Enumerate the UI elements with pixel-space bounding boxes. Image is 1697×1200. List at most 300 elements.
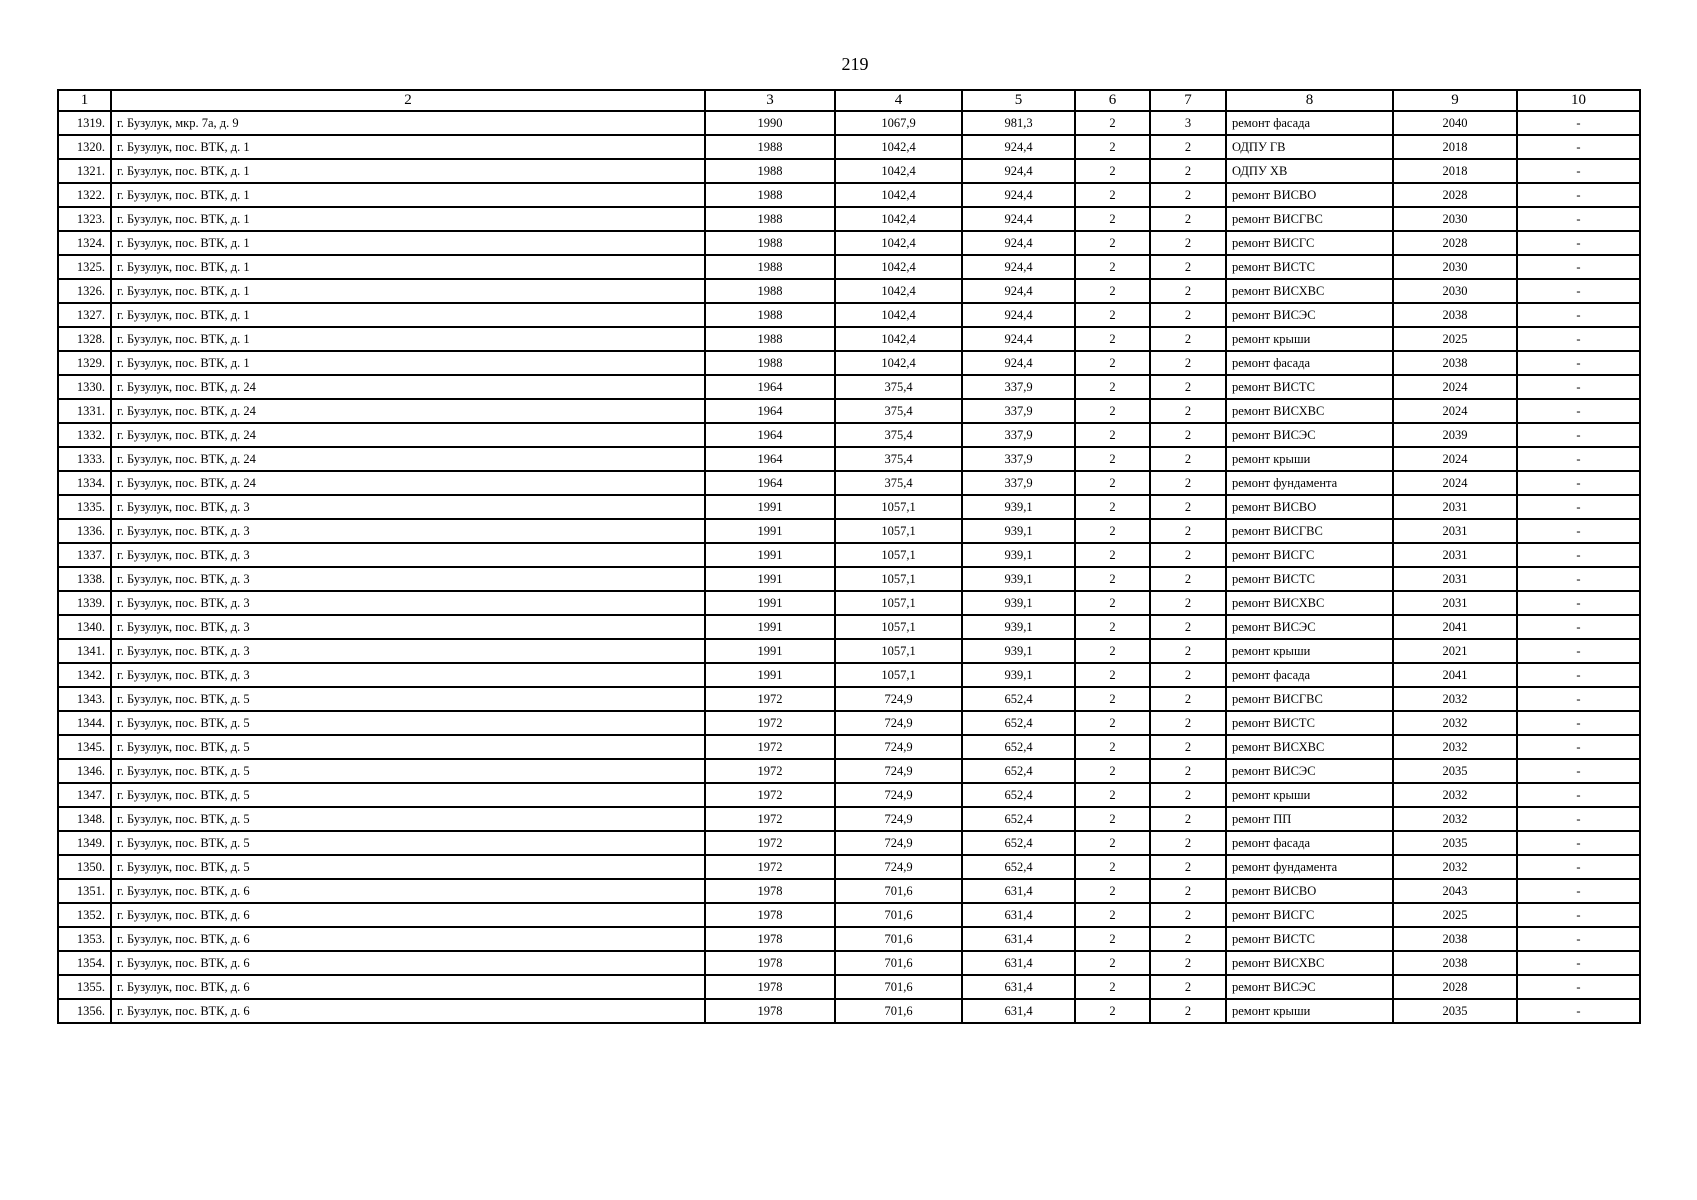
cell-work-type: ремонт ВИСГС xyxy=(1226,903,1393,927)
table-row xyxy=(58,687,1640,711)
cell-col-10: - xyxy=(1517,183,1640,207)
cell-total-area: 1042,4 xyxy=(835,255,962,279)
cell-col-6: 2 xyxy=(1075,975,1150,999)
cell-year: 1991 xyxy=(705,567,835,591)
cell-year-planned: 2028 xyxy=(1393,183,1517,207)
cell-col-7: 3 xyxy=(1150,111,1226,135)
cell-row-number: 1327. xyxy=(58,303,111,327)
cell-total-area: 701,6 xyxy=(835,927,962,951)
cell-col-7: 2 xyxy=(1150,495,1226,519)
cell-year-planned: 2032 xyxy=(1393,735,1517,759)
column-header-5: 5 xyxy=(962,90,1075,111)
cell-address: г. Бузулук, пос. ВТК, д. 6 xyxy=(111,903,705,927)
cell-total-area: 375,4 xyxy=(835,447,962,471)
cell-col-6: 2 xyxy=(1075,255,1150,279)
cell-address: г. Бузулук, пос. ВТК, д. 5 xyxy=(111,855,705,879)
cell-living-area: 631,4 xyxy=(962,951,1075,975)
cell-col-10: - xyxy=(1517,879,1640,903)
cell-col-6: 2 xyxy=(1075,303,1150,327)
cell-living-area: 924,4 xyxy=(962,255,1075,279)
cell-work-type: ремонт ВИСТС xyxy=(1226,927,1393,951)
cell-col-10: - xyxy=(1517,687,1640,711)
cell-year: 1978 xyxy=(705,927,835,951)
cell-address: г. Бузулук, пос. ВТК, д. 1 xyxy=(111,279,705,303)
cell-col-7: 2 xyxy=(1150,207,1226,231)
cell-col-6: 2 xyxy=(1075,663,1150,687)
cell-address: г. Бузулук, пос. ВТК, д. 5 xyxy=(111,783,705,807)
cell-col-10: - xyxy=(1517,759,1640,783)
cell-year: 1972 xyxy=(705,687,835,711)
cell-col-7: 2 xyxy=(1150,399,1226,423)
cell-col-6: 2 xyxy=(1075,615,1150,639)
cell-year: 1972 xyxy=(705,759,835,783)
cell-row-number: 1343. xyxy=(58,687,111,711)
table-row xyxy=(58,159,1640,183)
cell-address: г. Бузулук, пос. ВТК, д. 24 xyxy=(111,471,705,495)
cell-year-planned: 2038 xyxy=(1393,351,1517,375)
cell-col-6: 2 xyxy=(1075,591,1150,615)
cell-address: г. Бузулук, пос. ВТК, д. 3 xyxy=(111,567,705,591)
cell-total-area: 701,6 xyxy=(835,975,962,999)
cell-year: 1978 xyxy=(705,951,835,975)
cell-work-type: ремонт ВИСХВС xyxy=(1226,591,1393,615)
cell-year-planned: 2032 xyxy=(1393,807,1517,831)
table-body xyxy=(58,111,1640,1023)
cell-living-area: 939,1 xyxy=(962,591,1075,615)
cell-living-area: 924,4 xyxy=(962,135,1075,159)
cell-col-6: 2 xyxy=(1075,927,1150,951)
cell-year-planned: 2040 xyxy=(1393,111,1517,135)
table-row xyxy=(58,423,1640,447)
cell-total-area: 1057,1 xyxy=(835,639,962,663)
cell-year-planned: 2030 xyxy=(1393,255,1517,279)
cell-total-area: 724,9 xyxy=(835,807,962,831)
cell-col-10: - xyxy=(1517,519,1640,543)
cell-year: 1988 xyxy=(705,351,835,375)
cell-year: 1991 xyxy=(705,543,835,567)
cell-col-6: 2 xyxy=(1075,711,1150,735)
cell-address: г. Бузулук, пос. ВТК, д. 1 xyxy=(111,207,705,231)
cell-row-number: 1351. xyxy=(58,879,111,903)
cell-work-type: ремонт ВИСТС xyxy=(1226,711,1393,735)
cell-year-planned: 2043 xyxy=(1393,879,1517,903)
cell-col-7: 2 xyxy=(1150,375,1226,399)
cell-living-area: 924,4 xyxy=(962,351,1075,375)
cell-col-6: 2 xyxy=(1075,495,1150,519)
cell-row-number: 1331. xyxy=(58,399,111,423)
cell-col-7: 2 xyxy=(1150,159,1226,183)
cell-living-area: 652,4 xyxy=(962,735,1075,759)
cell-col-7: 2 xyxy=(1150,591,1226,615)
cell-year: 1972 xyxy=(705,735,835,759)
table-row xyxy=(58,591,1640,615)
cell-work-type: ремонт крыши xyxy=(1226,447,1393,471)
cell-year: 1991 xyxy=(705,615,835,639)
cell-col-10: - xyxy=(1517,903,1640,927)
cell-row-number: 1348. xyxy=(58,807,111,831)
cell-address: г. Бузулук, пос. ВТК, д. 5 xyxy=(111,735,705,759)
cell-col-7: 2 xyxy=(1150,183,1226,207)
cell-col-6: 2 xyxy=(1075,759,1150,783)
cell-total-area: 724,9 xyxy=(835,687,962,711)
cell-col-7: 2 xyxy=(1150,711,1226,735)
cell-address: г. Бузулук, пос. ВТК, д. 24 xyxy=(111,447,705,471)
cell-col-10: - xyxy=(1517,279,1640,303)
cell-total-area: 701,6 xyxy=(835,903,962,927)
cell-row-number: 1326. xyxy=(58,279,111,303)
table-row xyxy=(58,759,1640,783)
cell-year-planned: 2035 xyxy=(1393,759,1517,783)
cell-col-7: 2 xyxy=(1150,471,1226,495)
cell-row-number: 1321. xyxy=(58,159,111,183)
data-table xyxy=(57,89,1641,1024)
cell-year: 1991 xyxy=(705,639,835,663)
table-row xyxy=(58,567,1640,591)
cell-year-planned: 2025 xyxy=(1393,327,1517,351)
cell-work-type: ремонт ВИСЭС xyxy=(1226,423,1393,447)
cell-year-planned: 2030 xyxy=(1393,279,1517,303)
cell-work-type: ремонт ВИСХВС xyxy=(1226,735,1393,759)
cell-year-planned: 2032 xyxy=(1393,711,1517,735)
cell-work-type: ремонт ВИСГС xyxy=(1226,543,1393,567)
cell-year: 1990 xyxy=(705,111,835,135)
cell-col-7: 2 xyxy=(1150,543,1226,567)
cell-total-area: 1042,4 xyxy=(835,207,962,231)
cell-row-number: 1349. xyxy=(58,831,111,855)
cell-col-6: 2 xyxy=(1075,159,1150,183)
cell-living-area: 939,1 xyxy=(962,567,1075,591)
cell-address: г. Бузулук, пос. ВТК, д. 1 xyxy=(111,183,705,207)
cell-address: г. Бузулук, пос. ВТК, д. 3 xyxy=(111,663,705,687)
cell-row-number: 1350. xyxy=(58,855,111,879)
cell-col-6: 2 xyxy=(1075,831,1150,855)
cell-living-area: 652,4 xyxy=(962,711,1075,735)
cell-work-type: ОДПУ ХВ xyxy=(1226,159,1393,183)
cell-year-planned: 2035 xyxy=(1393,831,1517,855)
cell-address: г. Бузулук, пос. ВТК, д. 6 xyxy=(111,999,705,1023)
cell-address: г. Бузулук, пос. ВТК, д. 3 xyxy=(111,639,705,663)
table-row xyxy=(58,663,1640,687)
cell-col-6: 2 xyxy=(1075,543,1150,567)
cell-living-area: 631,4 xyxy=(962,975,1075,999)
cell-row-number: 1337. xyxy=(58,543,111,567)
table-row xyxy=(58,543,1640,567)
cell-year: 1978 xyxy=(705,999,835,1023)
cell-total-area: 701,6 xyxy=(835,879,962,903)
cell-col-6: 2 xyxy=(1075,375,1150,399)
cell-total-area: 1057,1 xyxy=(835,567,962,591)
cell-address: г. Бузулук, пос. ВТК, д. 3 xyxy=(111,495,705,519)
cell-address: г. Бузулук, пос. ВТК, д. 6 xyxy=(111,951,705,975)
cell-col-7: 2 xyxy=(1150,903,1226,927)
column-header-2: 2 xyxy=(111,90,705,111)
cell-row-number: 1319. xyxy=(58,111,111,135)
cell-row-number: 1325. xyxy=(58,255,111,279)
cell-year: 1978 xyxy=(705,903,835,927)
cell-living-area: 337,9 xyxy=(962,375,1075,399)
cell-work-type: ремонт фасада xyxy=(1226,351,1393,375)
table-row xyxy=(58,399,1640,423)
cell-living-area: 652,4 xyxy=(962,783,1075,807)
cell-year: 1988 xyxy=(705,279,835,303)
cell-col-6: 2 xyxy=(1075,423,1150,447)
cell-row-number: 1322. xyxy=(58,183,111,207)
table-row xyxy=(58,447,1640,471)
cell-col-10: - xyxy=(1517,495,1640,519)
cell-year: 1964 xyxy=(705,471,835,495)
cell-col-7: 2 xyxy=(1150,255,1226,279)
cell-col-6: 2 xyxy=(1075,999,1150,1023)
cell-col-10: - xyxy=(1517,159,1640,183)
table-row xyxy=(58,831,1640,855)
cell-row-number: 1328. xyxy=(58,327,111,351)
cell-year: 1978 xyxy=(705,975,835,999)
table-row xyxy=(58,327,1640,351)
cell-col-6: 2 xyxy=(1075,639,1150,663)
cell-col-7: 2 xyxy=(1150,519,1226,543)
cell-total-area: 1042,4 xyxy=(835,279,962,303)
cell-living-area: 337,9 xyxy=(962,399,1075,423)
cell-living-area: 652,4 xyxy=(962,855,1075,879)
cell-col-7: 2 xyxy=(1150,279,1226,303)
column-header-4: 4 xyxy=(835,90,962,111)
cell-total-area: 1042,4 xyxy=(835,135,962,159)
table-row xyxy=(58,255,1640,279)
cell-row-number: 1323. xyxy=(58,207,111,231)
cell-col-10: - xyxy=(1517,207,1640,231)
cell-col-7: 2 xyxy=(1150,615,1226,639)
cell-total-area: 375,4 xyxy=(835,471,962,495)
column-header-10: 10 xyxy=(1517,90,1640,111)
cell-col-10: - xyxy=(1517,543,1640,567)
table-row xyxy=(58,999,1640,1023)
cell-address: г. Бузулук, пос. ВТК, д. 3 xyxy=(111,591,705,615)
cell-col-7: 2 xyxy=(1150,975,1226,999)
cell-col-7: 2 xyxy=(1150,327,1226,351)
cell-work-type: ремонт крыши xyxy=(1226,999,1393,1023)
cell-year-planned: 2031 xyxy=(1393,591,1517,615)
cell-col-10: - xyxy=(1517,735,1640,759)
cell-living-area: 939,1 xyxy=(962,663,1075,687)
cell-col-6: 2 xyxy=(1075,111,1150,135)
cell-address: г. Бузулук, пос. ВТК, д. 5 xyxy=(111,711,705,735)
table-row xyxy=(58,495,1640,519)
cell-row-number: 1345. xyxy=(58,735,111,759)
cell-year-planned: 2041 xyxy=(1393,663,1517,687)
cell-address: г. Бузулук, пос. ВТК, д. 24 xyxy=(111,423,705,447)
cell-col-6: 2 xyxy=(1075,207,1150,231)
cell-total-area: 1057,1 xyxy=(835,615,962,639)
cell-col-10: - xyxy=(1517,951,1640,975)
cell-col-7: 2 xyxy=(1150,999,1226,1023)
cell-col-7: 2 xyxy=(1150,567,1226,591)
cell-address: г. Бузулук, пос. ВТК, д. 3 xyxy=(111,615,705,639)
cell-year-planned: 2038 xyxy=(1393,951,1517,975)
cell-total-area: 1057,1 xyxy=(835,543,962,567)
cell-total-area: 375,4 xyxy=(835,423,962,447)
cell-total-area: 1057,1 xyxy=(835,591,962,615)
cell-total-area: 724,9 xyxy=(835,783,962,807)
page-number: 219 xyxy=(841,54,869,74)
cell-work-type: ремонт ВИСХВС xyxy=(1226,279,1393,303)
cell-col-6: 2 xyxy=(1075,279,1150,303)
cell-work-type: ремонт фасада xyxy=(1226,111,1393,135)
column-header-1: 1 xyxy=(58,90,111,111)
cell-year-planned: 2031 xyxy=(1393,519,1517,543)
cell-col-10: - xyxy=(1517,111,1640,135)
cell-year: 1972 xyxy=(705,831,835,855)
cell-total-area: 701,6 xyxy=(835,951,962,975)
cell-col-10: - xyxy=(1517,831,1640,855)
cell-row-number: 1347. xyxy=(58,783,111,807)
cell-total-area: 1057,1 xyxy=(835,495,962,519)
cell-total-area: 1067,9 xyxy=(835,111,962,135)
cell-year-planned: 2028 xyxy=(1393,231,1517,255)
cell-year: 1964 xyxy=(705,375,835,399)
cell-row-number: 1338. xyxy=(58,567,111,591)
cell-work-type: ремонт ПП xyxy=(1226,807,1393,831)
table-row xyxy=(58,111,1640,135)
cell-year: 1988 xyxy=(705,255,835,279)
table-row xyxy=(58,807,1640,831)
cell-living-area: 924,4 xyxy=(962,207,1075,231)
cell-work-type: ремонт ВИСГС xyxy=(1226,231,1393,255)
cell-col-10: - xyxy=(1517,855,1640,879)
cell-address: г. Бузулук, пос. ВТК, д. 3 xyxy=(111,543,705,567)
cell-year-planned: 2038 xyxy=(1393,927,1517,951)
cell-address: г. Бузулук, пос. ВТК, д. 24 xyxy=(111,399,705,423)
cell-living-area: 939,1 xyxy=(962,543,1075,567)
cell-address: г. Бузулук, пос. ВТК, д. 1 xyxy=(111,255,705,279)
cell-col-7: 2 xyxy=(1150,663,1226,687)
cell-year-planned: 2035 xyxy=(1393,999,1517,1023)
cell-row-number: 1346. xyxy=(58,759,111,783)
cell-year-planned: 2032 xyxy=(1393,783,1517,807)
cell-living-area: 939,1 xyxy=(962,519,1075,543)
table-row xyxy=(58,711,1640,735)
cell-col-7: 2 xyxy=(1150,135,1226,159)
cell-col-10: - xyxy=(1517,783,1640,807)
cell-col-6: 2 xyxy=(1075,135,1150,159)
cell-col-6: 2 xyxy=(1075,735,1150,759)
cell-total-area: 375,4 xyxy=(835,399,962,423)
cell-living-area: 939,1 xyxy=(962,495,1075,519)
cell-col-10: - xyxy=(1517,303,1640,327)
cell-year-planned: 2032 xyxy=(1393,687,1517,711)
cell-living-area: 337,9 xyxy=(962,471,1075,495)
cell-address: г. Бузулук, пос. ВТК, д. 1 xyxy=(111,135,705,159)
cell-living-area: 631,4 xyxy=(962,879,1075,903)
cell-year-planned: 2024 xyxy=(1393,375,1517,399)
cell-year: 1972 xyxy=(705,783,835,807)
cell-row-number: 1329. xyxy=(58,351,111,375)
cell-total-area: 1057,1 xyxy=(835,519,962,543)
cell-living-area: 652,4 xyxy=(962,759,1075,783)
cell-address: г. Бузулук, пос. ВТК, д. 24 xyxy=(111,375,705,399)
table-row xyxy=(58,879,1640,903)
table-row xyxy=(58,135,1640,159)
cell-work-type: ремонт ВИСГВС xyxy=(1226,519,1393,543)
cell-row-number: 1320. xyxy=(58,135,111,159)
cell-col-10: - xyxy=(1517,711,1640,735)
cell-living-area: 631,4 xyxy=(962,927,1075,951)
cell-living-area: 981,3 xyxy=(962,111,1075,135)
cell-address: г. Бузулук, пос. ВТК, д. 1 xyxy=(111,231,705,255)
table-row xyxy=(58,375,1640,399)
cell-living-area: 924,4 xyxy=(962,183,1075,207)
cell-year: 1988 xyxy=(705,231,835,255)
cell-year-planned: 2024 xyxy=(1393,399,1517,423)
cell-work-type: ремонт ВИСХВС xyxy=(1226,951,1393,975)
cell-work-type: ремонт ВИСГВС xyxy=(1226,687,1393,711)
cell-col-6: 2 xyxy=(1075,567,1150,591)
cell-work-type: ремонт ВИСХВС xyxy=(1226,399,1393,423)
cell-work-type: ремонт ВИСЭС xyxy=(1226,975,1393,999)
cell-year-planned: 2031 xyxy=(1393,495,1517,519)
cell-row-number: 1334. xyxy=(58,471,111,495)
table-row xyxy=(58,855,1640,879)
cell-work-type: ремонт ВИСЭС xyxy=(1226,615,1393,639)
table-row xyxy=(58,975,1640,999)
cell-address: г. Бузулук, пос. ВТК, д. 5 xyxy=(111,759,705,783)
cell-year-planned: 2031 xyxy=(1393,543,1517,567)
table-row xyxy=(58,903,1640,927)
cell-total-area: 1042,4 xyxy=(835,351,962,375)
cell-col-6: 2 xyxy=(1075,231,1150,255)
cell-col-6: 2 xyxy=(1075,471,1150,495)
cell-work-type: ремонт фундамента xyxy=(1226,471,1393,495)
cell-year-planned: 2018 xyxy=(1393,135,1517,159)
cell-year: 1988 xyxy=(705,183,835,207)
cell-col-7: 2 xyxy=(1150,303,1226,327)
cell-col-10: - xyxy=(1517,639,1640,663)
cell-col-7: 2 xyxy=(1150,855,1226,879)
cell-row-number: 1344. xyxy=(58,711,111,735)
cell-year-planned: 2032 xyxy=(1393,855,1517,879)
cell-col-6: 2 xyxy=(1075,687,1150,711)
cell-work-type: ремонт крыши xyxy=(1226,639,1393,663)
cell-col-6: 2 xyxy=(1075,855,1150,879)
cell-living-area: 652,4 xyxy=(962,807,1075,831)
cell-address: г. Бузулук, пос. ВТК, д. 6 xyxy=(111,927,705,951)
cell-row-number: 1335. xyxy=(58,495,111,519)
cell-total-area: 724,9 xyxy=(835,735,962,759)
cell-col-10: - xyxy=(1517,999,1640,1023)
cell-work-type: ремонт ВИСЭС xyxy=(1226,303,1393,327)
cell-col-10: - xyxy=(1517,399,1640,423)
cell-work-type: ОДПУ ГВ xyxy=(1226,135,1393,159)
cell-living-area: 924,4 xyxy=(962,159,1075,183)
cell-living-area: 652,4 xyxy=(962,687,1075,711)
cell-year-planned: 2038 xyxy=(1393,303,1517,327)
cell-col-7: 2 xyxy=(1150,423,1226,447)
cell-work-type: ремонт фасада xyxy=(1226,663,1393,687)
cell-year-planned: 2024 xyxy=(1393,447,1517,471)
cell-work-type: ремонт крыши xyxy=(1226,327,1393,351)
cell-work-type: ремонт ВИСГВС xyxy=(1226,207,1393,231)
cell-col-6: 2 xyxy=(1075,399,1150,423)
table-row xyxy=(58,231,1640,255)
cell-col-10: - xyxy=(1517,231,1640,255)
cell-col-6: 2 xyxy=(1075,447,1150,471)
column-header-7: 7 xyxy=(1150,90,1226,111)
cell-col-10: - xyxy=(1517,807,1640,831)
cell-col-10: - xyxy=(1517,615,1640,639)
cell-year-planned: 2030 xyxy=(1393,207,1517,231)
cell-work-type: ремонт ВИСТС xyxy=(1226,375,1393,399)
column-header-3: 3 xyxy=(705,90,835,111)
cell-col-7: 2 xyxy=(1150,759,1226,783)
